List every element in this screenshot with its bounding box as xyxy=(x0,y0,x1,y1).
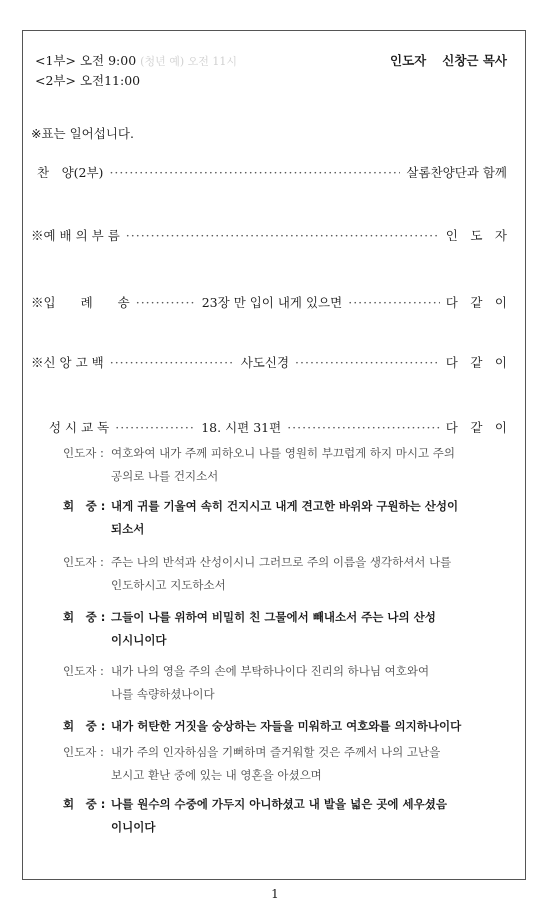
order-right: 다 같 이 xyxy=(445,295,507,310)
leader-info xyxy=(390,51,507,69)
response-line: 내가 주의 인자하심을 기뻐하며 즐거워할 것은 주께서 나의 고난을 xyxy=(111,745,441,759)
service-time-2: <2부> 오전11:00 xyxy=(35,73,141,88)
response-line: 여호와여 내가 주께 피하오니 나를 영원히 부끄럽게 하지 마시고 주의 xyxy=(111,446,455,460)
service-time-1-label: <1부> 오전 9:00 xyxy=(35,53,137,68)
responsive-leader-3 xyxy=(63,660,513,706)
order-right: 다 같 이 xyxy=(445,420,507,435)
order-middle: 18. 시편 31편 xyxy=(201,420,282,435)
order-middle: 사도신경 xyxy=(240,355,290,370)
responsive-congregation-1 xyxy=(63,495,513,541)
speaker-label: 인도자 : xyxy=(63,446,104,460)
speaker-label: 회 중 : xyxy=(63,797,106,811)
order-middle: 23장 만 입이 내게 있으면 xyxy=(201,295,343,310)
response-line: 되소서 xyxy=(111,522,145,536)
order-item-entrance-hymn xyxy=(31,293,507,311)
response-line: 인도하시고 지도하소서 xyxy=(111,578,226,592)
service-time-1 xyxy=(35,51,237,69)
response-line: 공의로 나를 건지소서 xyxy=(111,469,219,483)
order-item-creed xyxy=(31,353,507,371)
order-item-call-to-worship xyxy=(31,226,507,244)
response-line: 이니이다 xyxy=(111,820,156,834)
speaker-label: 인도자 : xyxy=(63,664,104,678)
bulletin-frame xyxy=(22,30,526,880)
leader-dots xyxy=(115,420,195,435)
response-line: 내가 허탄한 거짓을 숭상하는 자들을 미워하고 여호와를 의지하나이다 xyxy=(111,719,462,733)
leader-dots xyxy=(287,420,440,435)
ghost-text: (청년 예) 오전 11시 xyxy=(140,55,237,68)
leader-name: 신창근 목사 xyxy=(442,53,507,68)
speaker-label: 인도자 : xyxy=(63,745,104,759)
responsive-leader-2 xyxy=(63,551,513,597)
response-line: 이시니이다 xyxy=(111,633,167,647)
response-line: 나를 원수의 수중에 가두지 아니하셨고 내 발을 넓은 곳에 세우셨음 xyxy=(111,797,447,811)
responsive-leader-4 xyxy=(63,741,513,787)
page-number: 1 xyxy=(271,887,279,901)
leader-dots xyxy=(295,355,440,370)
response-line: 나를 속량하셨나이다 xyxy=(111,687,215,701)
response-line: 그들이 나를 위하여 비밀히 친 그물에서 빼내소서 주는 나의 산성 xyxy=(111,610,436,624)
order-item-hymn xyxy=(37,163,507,181)
leader-title: 인도자 xyxy=(390,53,427,68)
leader-dots xyxy=(126,228,440,243)
responsive-congregation-3 xyxy=(63,715,513,738)
order-item-responsive-reading xyxy=(49,418,507,436)
order-label: 성 시 교 독 xyxy=(49,420,110,435)
order-right: 다 같 이 xyxy=(445,355,507,370)
standing-note: ※표는 일어섭니다. xyxy=(31,126,134,141)
leader-dots xyxy=(109,165,400,180)
order-label: ※입 례 송 xyxy=(31,295,130,310)
response-line: 내가 나의 영을 주의 손에 부탁하나이다 진리의 하나님 여호와여 xyxy=(111,664,430,678)
leader-dots xyxy=(136,295,196,310)
speaker-label: 회 중 : xyxy=(63,499,106,513)
order-right: 인 도 자 xyxy=(445,228,507,243)
response-line: 주는 나의 반석과 산성이시니 그러므로 주의 이름을 생각하셔서 나를 xyxy=(111,555,452,569)
response-line: 보시고 환난 중에 있는 내 영혼을 아셨으며 xyxy=(111,768,322,782)
order-right: 살롬찬양단과 함께 xyxy=(406,165,507,180)
speaker-label: 인도자 : xyxy=(63,555,104,569)
leader-dots xyxy=(110,355,235,370)
speaker-label: 회 중 : xyxy=(63,719,106,733)
responsive-congregation-4 xyxy=(63,793,513,839)
order-label: ※신 앙 고 백 xyxy=(31,355,104,370)
leader-dots xyxy=(348,295,440,310)
speaker-label: 회 중 : xyxy=(63,610,106,624)
order-label: 찬 양(2부) xyxy=(37,165,104,180)
responsive-congregation-2 xyxy=(63,606,513,652)
order-label: ※예 배 의 부 름 xyxy=(31,228,120,243)
response-line: 내게 귀를 기울여 속히 건지시고 내게 견고한 바위와 구원하는 산성이 xyxy=(111,499,459,513)
responsive-leader-1 xyxy=(63,442,513,488)
